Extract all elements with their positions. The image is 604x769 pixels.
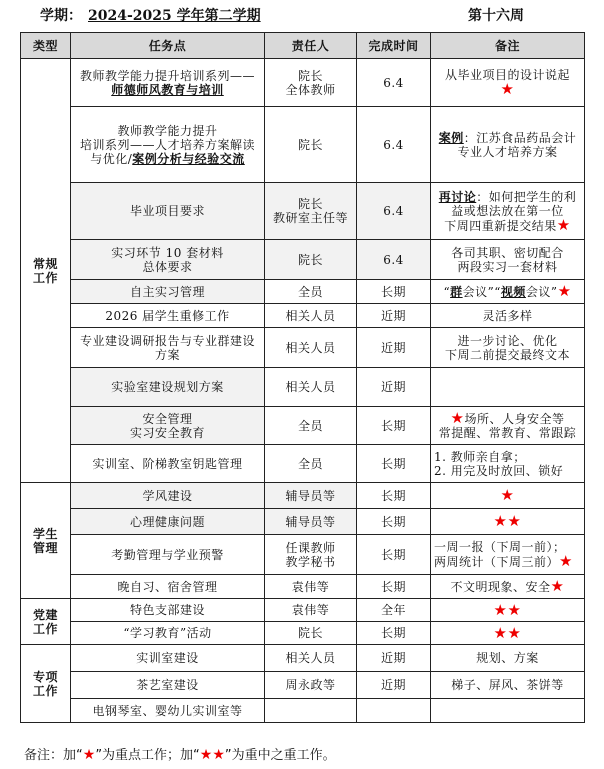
time-cell: 近期 bbox=[357, 328, 431, 368]
cell-text: ：如何把学生的利益或想法放在第一位 下周四重新提交结果 bbox=[444, 189, 577, 233]
table-row bbox=[21, 368, 585, 407]
table-row bbox=[21, 407, 585, 445]
col-owner: 责任人 bbox=[265, 33, 357, 59]
task-cell: 实验室建设规划方案 bbox=[71, 368, 265, 407]
table-row bbox=[21, 645, 585, 672]
semester-label: 学期： bbox=[40, 8, 82, 24]
table-row bbox=[21, 575, 585, 599]
note-cell bbox=[431, 575, 585, 599]
col-task: 任务点 bbox=[71, 33, 265, 59]
note-cell: 规划、方案 bbox=[431, 645, 585, 672]
week-label: 第十六周 bbox=[468, 8, 524, 24]
table-row bbox=[21, 183, 585, 240]
cell-text: 会议”“ bbox=[462, 285, 501, 299]
table-row bbox=[21, 107, 585, 183]
star-icon: ★ bbox=[557, 282, 572, 300]
time-cell: 长期 bbox=[357, 622, 431, 645]
col-type: 类型 bbox=[21, 33, 71, 59]
owner-cell: 相关人员 bbox=[265, 368, 357, 407]
category-student bbox=[21, 483, 71, 599]
cell-text: 常规 工作 bbox=[32, 256, 58, 285]
owner-cell: 相关人员 bbox=[265, 328, 357, 368]
star-icon: ★ bbox=[450, 409, 465, 427]
task-cell: 安全管理 实习安全教育 bbox=[71, 407, 265, 445]
task-cell: 实训室建设 bbox=[71, 645, 265, 672]
cell-text: 群 bbox=[450, 285, 463, 299]
task-cell: 特色支部建设 bbox=[71, 599, 265, 622]
time-cell: 6.4 bbox=[357, 240, 431, 280]
time-cell: 长期 bbox=[357, 535, 431, 575]
task-cell: 学风建设 bbox=[71, 483, 265, 509]
time-cell: 长期 bbox=[357, 407, 431, 445]
task-cell: 实训室、阶梯教室钥匙管理 bbox=[71, 445, 265, 483]
cell-text: 场所、人身安全等 常提醒、常教育、常跟踪 bbox=[438, 412, 577, 440]
time-cell: 6.4 bbox=[357, 183, 431, 240]
double-star-icon: ★★ bbox=[199, 747, 225, 763]
cell-text: “ bbox=[443, 285, 451, 299]
cell-text: ”为重点工作；加“ bbox=[95, 748, 200, 763]
star-icon: ★ bbox=[500, 486, 515, 504]
star-icon: ★ bbox=[550, 577, 565, 595]
star-icon: ★ bbox=[500, 80, 515, 98]
task-table bbox=[20, 32, 585, 723]
note-cell bbox=[431, 183, 585, 240]
note-cell: 灵活多样 bbox=[431, 304, 585, 328]
owner-cell: 袁伟等 bbox=[265, 599, 357, 622]
note-cell bbox=[431, 509, 585, 535]
cell-text: 会议” bbox=[525, 285, 558, 299]
cell-text: 从毕业项目的设计说起 bbox=[444, 68, 570, 82]
note-cell bbox=[431, 107, 585, 183]
table-row bbox=[21, 59, 585, 107]
table-row bbox=[21, 622, 585, 645]
note-cell bbox=[431, 535, 585, 575]
owner-cell: 全员 bbox=[265, 407, 357, 445]
owner-cell: 院长 教研室主任等 bbox=[265, 183, 357, 240]
table-row bbox=[21, 509, 585, 535]
note-cell: 梯子、屏风、茶饼等 bbox=[431, 672, 585, 699]
table-row bbox=[21, 535, 585, 575]
time-cell: 长期 bbox=[357, 509, 431, 535]
owner-cell: 辅导员等 bbox=[265, 483, 357, 509]
owner-cell bbox=[265, 699, 357, 723]
owner-cell: 相关人员 bbox=[265, 645, 357, 672]
cell-text: 案例 bbox=[438, 130, 464, 145]
owner-cell: 周永政等 bbox=[265, 672, 357, 699]
owner-cell: 相关人员 bbox=[265, 304, 357, 328]
page-header bbox=[0, 2, 604, 24]
cell-text: 教师教学能力提升培训系列—— bbox=[79, 68, 255, 83]
col-note: 备注 bbox=[431, 33, 585, 59]
col-time: 完成时间 bbox=[357, 33, 431, 59]
time-cell: 全年 bbox=[357, 599, 431, 622]
task-cell bbox=[71, 59, 265, 107]
note-cell bbox=[431, 622, 585, 645]
cell-text: 一周一报（下周一前）； 两周统计（下周三前） bbox=[434, 540, 566, 569]
time-cell: 6.4 bbox=[357, 59, 431, 107]
cell-text: 案例分析与经验交流 bbox=[132, 151, 245, 166]
time-cell bbox=[357, 699, 431, 723]
task-cell: 专业建设调研报告与专业群建设方案 bbox=[71, 328, 265, 368]
owner-cell: 全员 bbox=[265, 280, 357, 304]
owner-cell: 辅导员等 bbox=[265, 509, 357, 535]
star-icon: ★ bbox=[559, 552, 573, 570]
note-cell bbox=[431, 483, 585, 509]
task-cell bbox=[71, 107, 265, 183]
table-row bbox=[21, 483, 585, 509]
cell-text: 备注：加“ bbox=[24, 748, 83, 763]
time-cell: 长期 bbox=[357, 575, 431, 599]
note-cell: 各司其职、密切配合 两段实习一套材料 bbox=[431, 240, 585, 280]
note-cell bbox=[431, 368, 585, 407]
star-icon: ★ bbox=[82, 747, 96, 763]
table-row bbox=[21, 672, 585, 699]
cell-text: 视频 bbox=[500, 285, 526, 299]
category-special bbox=[21, 645, 71, 723]
semester-value: 2024-2025 学年第二学期 bbox=[88, 8, 261, 24]
table-row bbox=[21, 280, 585, 304]
note-cell: 1. 教师亲自拿； 2. 用完及时放回、锁好 bbox=[431, 445, 585, 483]
task-cell: 考勤管理与学业预警 bbox=[71, 535, 265, 575]
task-cell: 2026 届学生重修工作 bbox=[71, 304, 265, 328]
time-cell: 近期 bbox=[357, 645, 431, 672]
owner-cell: 院长 bbox=[265, 107, 357, 183]
star-icon: ★★ bbox=[493, 512, 522, 530]
note-cell bbox=[431, 599, 585, 622]
task-cell: 实习环节 10 套材料 总体要求 bbox=[71, 240, 265, 280]
cell-text: 再讨论 bbox=[438, 189, 477, 204]
category-routine bbox=[21, 59, 71, 483]
time-cell: 近期 bbox=[357, 672, 431, 699]
task-cell: 心理健康问题 bbox=[71, 509, 265, 535]
time-cell: 长期 bbox=[357, 445, 431, 483]
cell-text: ”为重中之重工作。 bbox=[224, 748, 336, 763]
table-header-row bbox=[21, 33, 585, 59]
time-cell: 6.4 bbox=[357, 107, 431, 183]
table-row bbox=[21, 445, 585, 483]
time-cell: 近期 bbox=[357, 368, 431, 407]
task-cell: 毕业项目要求 bbox=[71, 183, 265, 240]
time-cell: 近期 bbox=[357, 304, 431, 328]
category-party bbox=[21, 599, 71, 645]
cell-text: 师德师风教育与培训 bbox=[111, 82, 224, 97]
table-row bbox=[21, 304, 585, 328]
table-row bbox=[21, 699, 585, 723]
cell-text: 专项 工作 bbox=[32, 669, 58, 698]
cell-text: 不文明现象、安全 bbox=[450, 580, 551, 594]
star-icon: ★★ bbox=[493, 623, 522, 642]
task-cell: 茶艺室建设 bbox=[71, 672, 265, 699]
table-row bbox=[21, 328, 585, 368]
owner-cell: 袁伟等 bbox=[265, 575, 357, 599]
cell-text: 学生 管理 bbox=[32, 526, 58, 555]
task-cell: 电钢琴室、婴幼儿实训室等 bbox=[71, 699, 265, 723]
footnote bbox=[24, 744, 336, 763]
table-row bbox=[21, 599, 585, 622]
time-cell: 长期 bbox=[357, 280, 431, 304]
owner-cell: 院长 bbox=[265, 240, 357, 280]
owner-cell: 院长 全体教师 bbox=[265, 59, 357, 107]
note-cell: 进一步讨论、优化 下周二前提交最终文本 bbox=[431, 328, 585, 368]
task-cell: 自主实习管理 bbox=[71, 280, 265, 304]
owner-cell: 任课教师 教学秘书 bbox=[265, 535, 357, 575]
note-cell bbox=[431, 280, 585, 304]
cell-text: ：江苏食品药品会计专业人才培养方案 bbox=[457, 130, 577, 159]
cell-text: 党建 工作 bbox=[32, 607, 58, 636]
note-cell bbox=[431, 59, 585, 107]
owner-cell: 院长 bbox=[265, 622, 357, 645]
task-cell: “学习教育”活动 bbox=[71, 622, 265, 645]
time-cell: 长期 bbox=[357, 483, 431, 509]
star-icon: ★ bbox=[556, 215, 571, 234]
table-row bbox=[21, 240, 585, 280]
note-cell bbox=[431, 699, 585, 723]
owner-cell: 全员 bbox=[265, 445, 357, 483]
note-cell bbox=[431, 407, 585, 445]
cell-text: 教师教学能力提升 培训系列——人才培养方案解读与优化/ bbox=[79, 123, 255, 166]
star-icon: ★★ bbox=[493, 600, 522, 619]
task-cell: 晚自习、宿舍管理 bbox=[71, 575, 265, 599]
